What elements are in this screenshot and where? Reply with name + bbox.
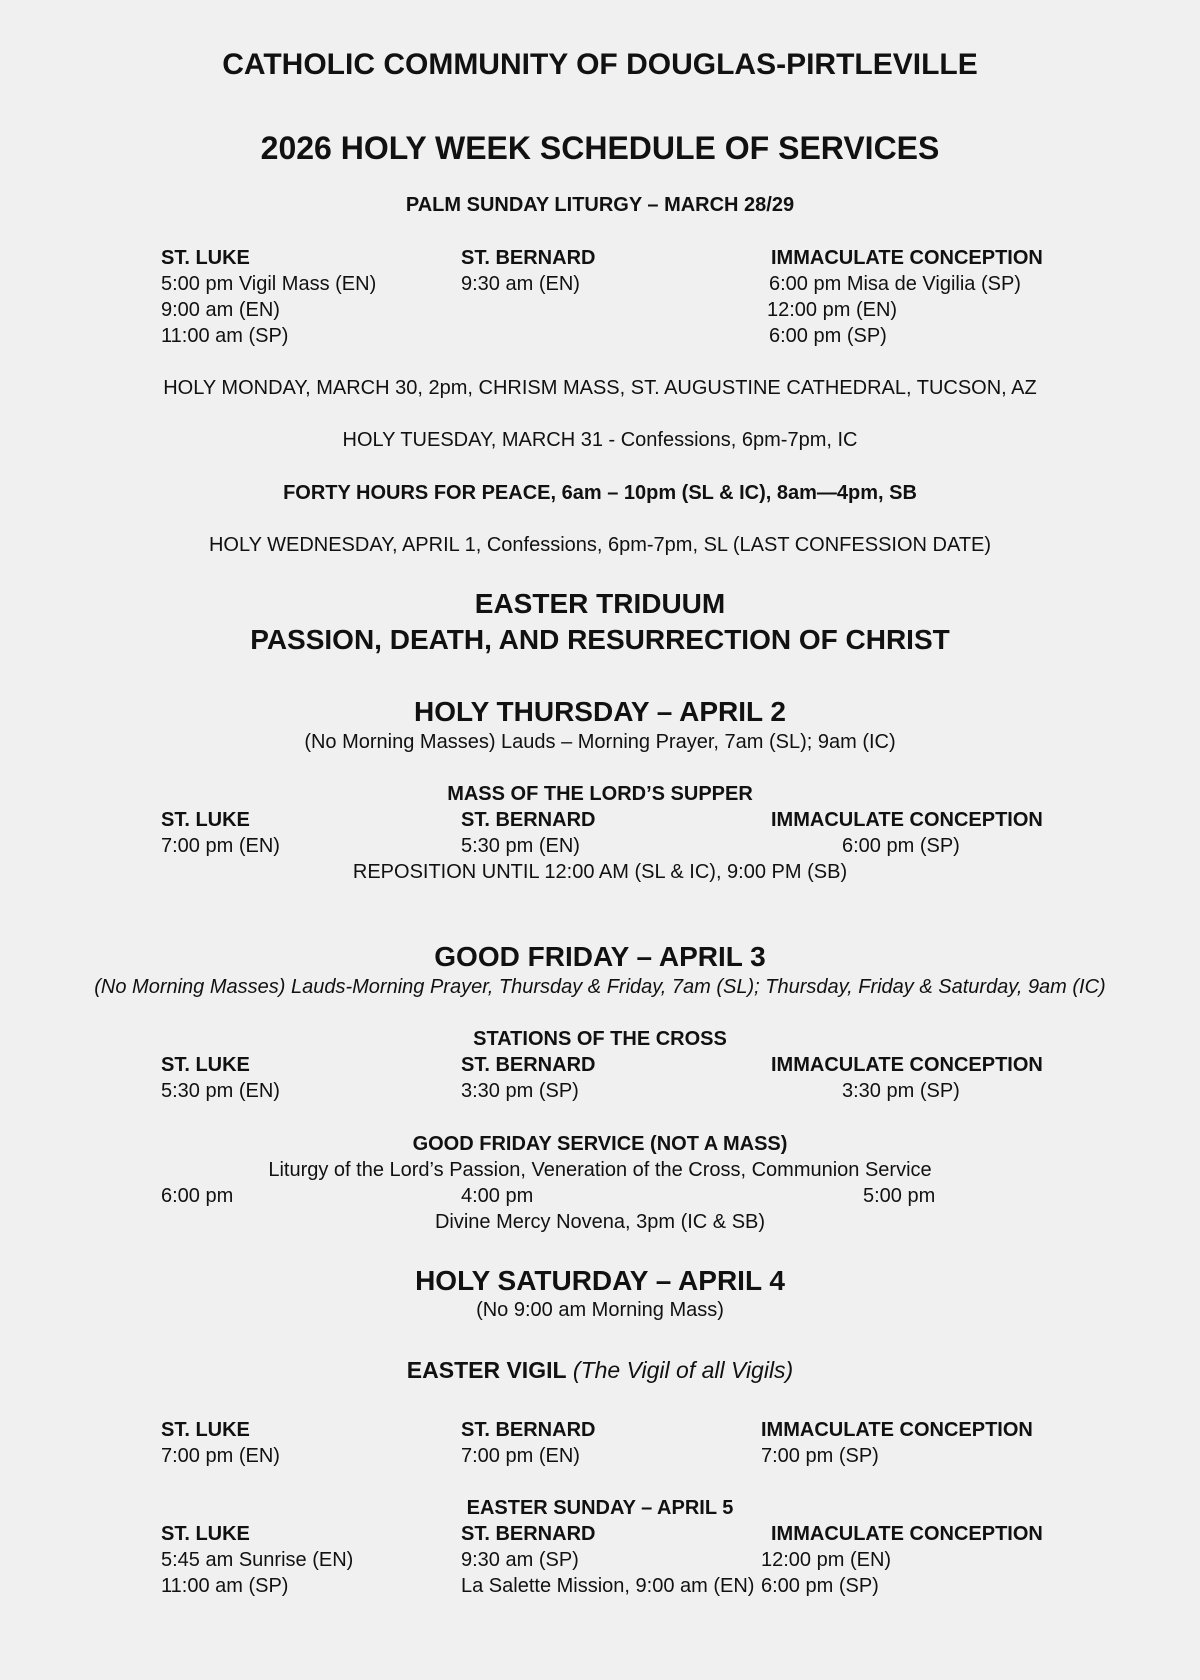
palm-sunday-heading: PALM SUNDAY LITURGY – MARCH 28/29 [405,194,795,216]
easter-vigil-subtitle: (The Vigil of all Vigils) [572,1357,794,1383]
palm-immaculate-time-2: 12:00 pm (EN) [767,299,898,321]
sun-st-bernard-time-2: La Salette Mission, 9:00 am (EN) [461,1575,755,1597]
palm-immaculate-time-3: 6:00 pm (SP) [769,325,887,347]
palm-st-luke-time-1: 5:00 pm Vigil Mass (EN) [161,273,377,295]
palm-st-bernard-name: ST. BERNARD [461,247,596,269]
sat-st-bernard-name: ST. BERNARD [461,1419,596,1441]
sat-st-luke-time: 7:00 pm (EN) [161,1445,280,1467]
sat-immaculate-time: 7:00 pm (SP) [761,1445,879,1467]
org-title: CATHOLIC COMMUNITY OF DOUGLAS-PIRTLEVILLE [222,48,978,81]
reposition-line: REPOSITION UNTIL 12:00 AM (SL & IC), 9:00 PM (SB) [352,861,848,883]
triduum-title: EASTER TRIDUUM [474,588,726,619]
sat-st-luke-name: ST. LUKE [161,1419,250,1441]
good-friday-heading: GOOD FRIDAY – APRIL 3 [434,941,766,972]
thu-st-bernard-time: 5:30 pm (EN) [461,835,580,857]
fri-st-luke-time: 5:30 pm (EN) [161,1080,280,1102]
sat-immaculate-name: IMMACULATE CONCEPTION [761,1419,1033,1441]
good-friday-service-heading: GOOD FRIDAY SERVICE (NOT A MASS) [412,1133,788,1155]
sun-st-luke-name: ST. LUKE [161,1523,250,1545]
holy-saturday-note: (No 9:00 am Morning Mass) [476,1299,724,1321]
sun-st-luke-time-2: 11:00 am (SP) [161,1575,289,1597]
sun-immaculate-time-1: 12:00 pm (EN) [761,1549,892,1571]
palm-st-luke-time-2: 9:00 am (EN) [161,299,280,321]
sun-st-bernard-name: ST. BERNARD [461,1523,596,1545]
holy-thursday-note: (No Morning Masses) Lauds – Morning Prayer, 7am (SL); 9am (IC) [304,731,896,753]
schedule-title: 2026 HOLY WEEK SCHEDULE OF SERVICES [260,130,940,166]
divine-mercy-novena: Divine Mercy Novena, 3pm (IC & SB) [434,1211,766,1233]
thu-st-bernard-name: ST. BERNARD [461,809,596,831]
triduum-subtitle: PASSION, DEATH, AND RESURRECTION OF CHRIST [250,624,950,655]
forty-hours-line: FORTY HOURS FOR PEACE, 6am – 10pm (SL & IC), 8am—4pm, SB [283,482,917,504]
lords-supper-heading: MASS OF THE LORD’S SUPPER [447,783,753,805]
thu-st-luke-time: 7:00 pm (EN) [161,835,280,857]
sun-immaculate-name: IMMACULATE CONCEPTION [771,1523,1043,1545]
good-friday-note: (No Morning Masses) Lauds-Morning Prayer, Thursday & Friday, 7am (SL); Thursday, Friday & Saturday, 9am (IC) [94,976,1106,998]
thu-immaculate-time: 6:00 pm (SP) [842,835,960,857]
easter-vigil-title: EASTER VIGIL [406,1357,567,1383]
service-time-st-bernard: 4:00 pm [461,1185,534,1207]
holy-wednesday-line: HOLY WEDNESDAY, APRIL 1, Confessions, 6pm-7pm, SL (LAST CONFESSION DATE) [208,534,992,556]
sat-st-bernard-time: 7:00 pm (EN) [461,1445,580,1467]
holy-saturday-heading: HOLY SATURDAY – APRIL 4 [415,1265,785,1296]
service-time-st-luke: 6:00 pm [161,1185,234,1207]
palm-immaculate-time-1: 6:00 pm Misa de Vigilia (SP) [769,273,1021,295]
fri-st-bernard-name: ST. BERNARD [461,1054,596,1076]
sun-immaculate-time-2: 6:00 pm (SP) [761,1575,879,1597]
palm-st-luke-name: ST. LUKE [161,247,250,269]
easter-sunday-heading: EASTER SUNDAY – APRIL 5 [466,1497,734,1519]
fri-immaculate-time: 3:30 pm (SP) [842,1080,960,1102]
thu-st-luke-name: ST. LUKE [161,809,250,831]
fri-st-luke-name: ST. LUKE [161,1054,250,1076]
holy-tuesday-line: HOLY TUESDAY, MARCH 31 - Confessions, 6pm-7pm, IC [342,429,858,451]
sun-st-bernard-time-1: 9:30 am (SP) [461,1549,579,1571]
sun-st-luke-time-1: 5:45 am Sunrise (EN) [161,1549,354,1571]
palm-st-bernard-time-1: 9:30 am (EN) [461,273,580,295]
good-friday-service-desc: Liturgy of the Lord’s Passion, Veneration of the Cross, Communion Service [268,1159,932,1181]
thu-immaculate-name: IMMACULATE CONCEPTION [771,809,1043,831]
stations-heading: STATIONS OF THE CROSS [473,1028,727,1050]
holy-thursday-heading: HOLY THURSDAY – APRIL 2 [414,696,786,727]
palm-immaculate-name: IMMACULATE CONCEPTION [771,247,1043,269]
fri-immaculate-name: IMMACULATE CONCEPTION [771,1054,1043,1076]
easter-vigil-heading [0,1357,1200,1384]
holy-monday-line: HOLY MONDAY, MARCH 30, 2pm, CHRISM MASS, ST. AUGUSTINE CATHEDRAL, TUCSON, AZ [163,377,1037,399]
fri-st-bernard-time: 3:30 pm (SP) [461,1080,579,1102]
palm-st-luke-time-3: 11:00 am (SP) [161,325,289,347]
service-time-immaculate: 5:00 pm [863,1185,936,1207]
